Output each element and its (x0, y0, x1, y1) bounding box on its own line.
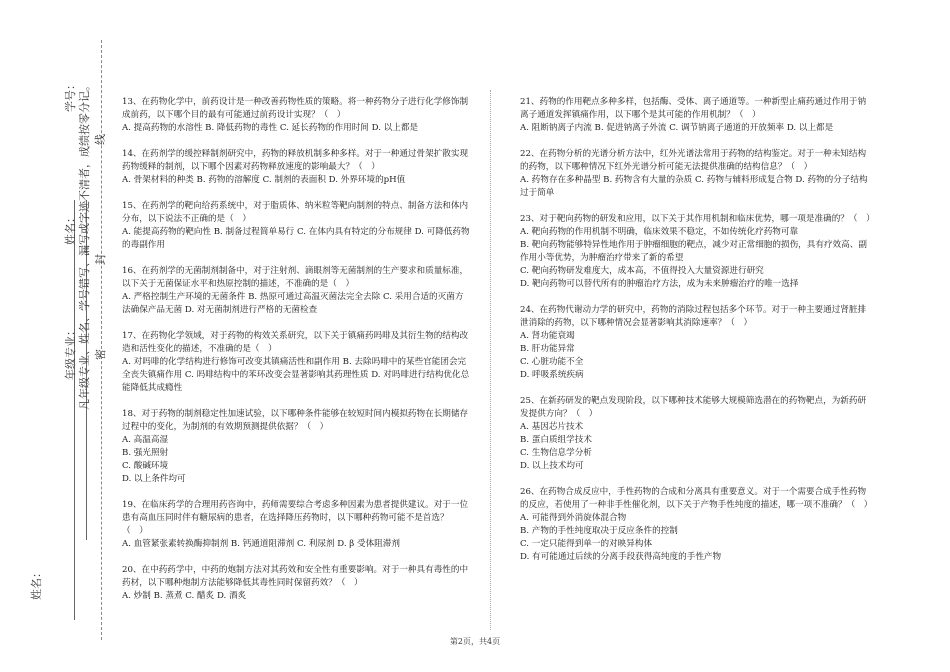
option-d: D. 呼吸系统疾病 (520, 370, 584, 380)
question-options: A. 炒制 B. 蒸煮 C. 醋炙 D. 酒炙 (122, 591, 247, 601)
page-number: 第2页，共4页 (449, 637, 501, 646)
option-b: B. 产物的手性纯度取决于反应条件的控制 (520, 526, 678, 536)
option-c: C. 心脏功能不全 (520, 357, 584, 367)
question-stem: 14、在药剂学的缓控释制剂研究中，药物的释放机制多种多样。对于一种通过骨架扩散实现药物缓释的制剂，以下哪个因素对药物释放速度的影响最大？（ ） (122, 149, 469, 172)
option-c: C. 靶向药物研发难度大，成本高，不值得投入大量资源进行研究 (520, 266, 764, 276)
option-a: A. 基因芯片技术 (520, 422, 584, 432)
question (122, 148, 470, 187)
option-b: B. 肝功能异常 (520, 344, 575, 354)
question (520, 213, 874, 291)
question (122, 330, 470, 395)
right-column (520, 96, 874, 577)
question (122, 200, 470, 252)
question (520, 395, 874, 473)
question (122, 265, 470, 317)
option-b: B. 蛋白质组学技术 (520, 435, 592, 445)
option-c: C. 酸碱环境 (122, 461, 169, 471)
fill-line (74, 200, 75, 620)
question-stem: 15、在药剂学的靶向给药系统中，对于脂质体、纳米粒等靶向制剂的特点、制备方法和体内分布，以下说法不正确的是（ ） (122, 201, 469, 224)
question-stem: 17、在药物化学领域，对于药物的构效关系研究，以下关于镇痛药吗啡及其衍生物的结构改造和活性变化的描述，不准确的是（ ） (122, 331, 469, 354)
instruction-note: 凡年级专业、姓名、学号错写、漏写或字迹不清者，成绩按零分记。 (78, 80, 91, 410)
option-d: D. 有可能通过后续的分离手段获得高纯度的手性产物 (520, 552, 722, 562)
question-options: A. 严格控制生产环境的无菌条件 B. 热原可通过高温灭菌法完全去除 C. 采用合适的灭菌方法确保产品无菌 D. 对无菌制剂进行严格的无菌检查 (122, 292, 464, 315)
question-options: A. 药物存在多种晶型 B. 药物含有大量的杂质 C. 药物与辅料形成复合物 D. 药物的分子结构过于简单 (520, 175, 868, 198)
question (122, 408, 470, 486)
option-a: A. 靶向药物的作用机制不明确，临床效果不稳定，不如传统化疗药物可靠 (520, 227, 799, 237)
class-label: 年级专业： (64, 325, 77, 380)
seal-xian: 线 (94, 134, 107, 145)
option-d: D. 靶向药物可以替代所有的肿瘤治疗方法，成为未来肿瘤治疗的唯一选择 (520, 279, 799, 289)
cut-line (101, 40, 102, 640)
name-label: 姓名： (64, 212, 77, 245)
question-options: A. 血管紧张素转换酶抑制剂 B. 钙通道阻滞剂 C. 利尿剂 D. β 受体阻滞剂 (122, 539, 400, 549)
option-a: A. 肾功能衰竭 (520, 331, 575, 341)
option-b: B. 靶向药物能够特异性地作用于肿瘤细胞的靶点，减少对正常细胞的损伤，具有疗效高、副作用小等优势，为肿瘤治疗带来了新的希望 (520, 240, 867, 263)
question-stem: 22、在药物分析的光谱分析方法中，红外光谱法常用于药物的结构鉴定。对于一种未知结构的药物，以下哪种情况下红外光谱分析可能无法提供准确的结构信息？（ ） (520, 149, 867, 172)
option-d: D. 以上技术均可 (520, 461, 584, 471)
left-column (122, 96, 470, 616)
question-stem: 21、药物的作用靶点多种多样，包括酶、受体、离子通道等。一种新型止痛药通过作用于钠离子通道发挥镇痛作用，以下哪个是其可能的作用机制？（ ） (520, 97, 867, 120)
id-label: 学号： (64, 79, 77, 112)
question-stem: 18、对于药物的制剂稳定性加速试验，以下哪种条件能够在较短时间内模拟药物在长期储存过程中的变化，为制剂的有效期预测提供依据？（ ） (122, 409, 469, 432)
question-stem: 20、在中药药学中，中药的炮制方法对其药效和安全性有重要影响。对于一种具有毒性的中药材，以下哪种炮制方法能够降低其毒性同时保留药效？（ ） (122, 565, 469, 588)
seal-feng: 封 (94, 254, 107, 265)
question-stem: 16、在药剂学的无菌制剂制备中，对于注射剂、滴眼剂等无菌制剂的生产要求和质量标准，以下关于无菌保证水平和热原控制的描述，不准确的是（ ） (122, 266, 469, 289)
question-options: A. 骨架材料的种类 B. 药物的溶解度 C. 制剂的表面积 D. 外界环境的pH值 (122, 175, 406, 185)
question (520, 148, 874, 200)
question-options: A. 对吗啡的化学结构进行修饰可改变其镇痛活性和副作用 B. 去除吗啡中的某些官能团会完全丧失镇痛作用 C. 吗啡结构中的苯环改变会显著影响其药理性质 D. 对吗啡进行结构优化总能降低其成瘾性 (122, 357, 470, 393)
column-divider (490, 90, 491, 630)
binding-margin (0, 0, 112, 672)
question-options: A. 能提高药物的靶向性 B. 制备过程简单易行 C. 在体内具有特定的分布规律 D. 可降低药物的毒副作用 (122, 227, 470, 250)
option-b: B. 强光照射 (122, 448, 169, 458)
question (122, 564, 470, 603)
option-a: A. 高温高湿 (122, 435, 169, 445)
question-stem: 23、对于靶向药物的研发和应用，以下关于其作用机制和临床优势，哪一项是准确的？（ ） (520, 214, 875, 224)
question-options: A. 提高药物的水溶性 B. 降低药物的毒性 C. 延长药物的作用时间 D. 以上都是 (122, 123, 419, 133)
question-stem: 19、在临床药学的合理用药咨询中，药师需要综合考虑多种因素为患者提供建议。对于一位患有高血压同时伴有糖尿病的患者，在选择降压药物时，以下哪种药物可能不是首选？（ ） (122, 500, 469, 536)
question-stem: 24、在药物代谢动力学的研究中，药物的消除过程包括多个环节。对于一种主要通过肾脏排泄消除的药物，以下哪种情况会显著影响其消除速率？（ ） (520, 305, 867, 328)
question (520, 96, 874, 135)
option-c: C. 一定只能得到单一的对映异构体 (520, 539, 653, 549)
question-stem: 13、在药物化学中，前药设计是一种改善药物性质的策略。将一种药物分子进行化学修饰制成前药，以下哪个目的最有可能通过前药设计实现？（ ） (122, 97, 469, 120)
question (520, 486, 874, 564)
question (520, 304, 874, 382)
option-d: D. 以上条件均可 (122, 474, 186, 484)
school-label: 姓名： (30, 567, 43, 600)
option-a: A. 可能得到外消旋体混合物 (520, 513, 627, 523)
question-stem: 25、在新药研发的靶点发现阶段，以下哪种技术能够大规模筛选潜在的药物靶点，为新药研发提供方向？（ ） (520, 396, 867, 419)
seal-mi: 密 (94, 349, 107, 360)
option-c: C. 生物信息学分析 (520, 448, 592, 458)
question (122, 96, 470, 135)
question-stem: 26、在药物合成反应中，手性药物的合成和分离具有重要意义。对于一个需要合成手性药物的反应，若使用了一种非手性催化剂，以下关于产物手性纯度的描述，哪一项不准确？（ ） (520, 487, 873, 510)
question-options: A. 阻断钠离子内流 B. 促进钠离子外流 C. 调节钠离子通道的开放频率 D. 以上都是 (520, 123, 834, 133)
question (122, 499, 470, 551)
